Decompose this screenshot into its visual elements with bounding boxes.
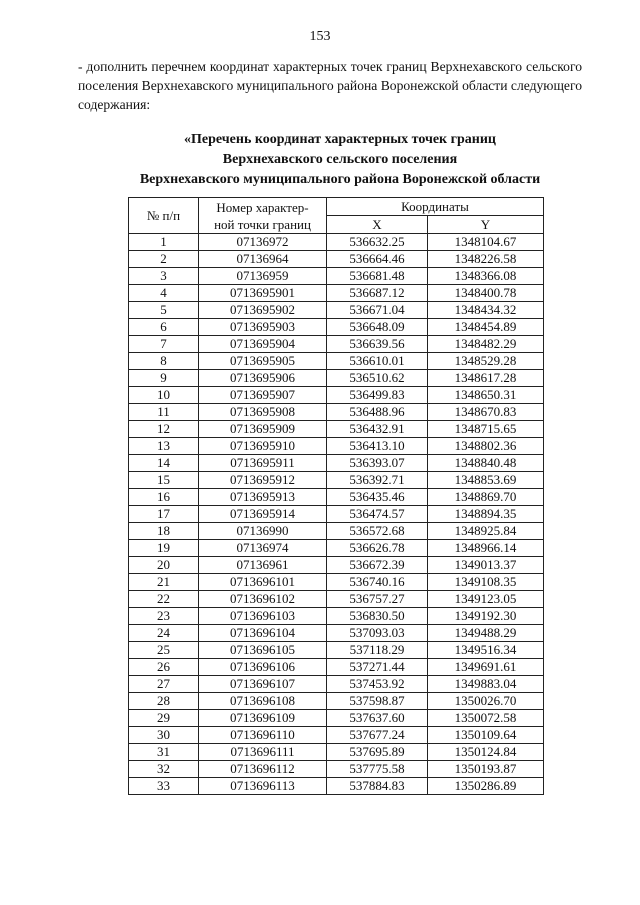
row-number-cell: 11 bbox=[129, 404, 199, 421]
y-coordinate-cell: 1348715.65 bbox=[428, 421, 544, 438]
x-coordinate-cell: 536672.39 bbox=[327, 557, 428, 574]
row-number-cell: 32 bbox=[129, 761, 199, 778]
row-number-cell: 21 bbox=[129, 574, 199, 591]
table-row bbox=[129, 523, 544, 540]
y-coordinate-cell: 1348840.48 bbox=[428, 455, 544, 472]
row-number-cell: 12 bbox=[129, 421, 199, 438]
x-coordinate-cell: 536830.50 bbox=[327, 608, 428, 625]
table-row bbox=[129, 557, 544, 574]
table-row bbox=[129, 319, 544, 336]
x-coordinate-cell: 537775.58 bbox=[327, 761, 428, 778]
table-row bbox=[129, 727, 544, 744]
point-number-cell: 0713696110 bbox=[199, 727, 327, 744]
point-number-cell: 0713695914 bbox=[199, 506, 327, 523]
table-row bbox=[129, 506, 544, 523]
point-number-cell: 0713695908 bbox=[199, 404, 327, 421]
table-row bbox=[129, 642, 544, 659]
y-coordinate-cell: 1348454.89 bbox=[428, 319, 544, 336]
row-number-cell: 28 bbox=[129, 693, 199, 710]
point-number-cell: 0713696104 bbox=[199, 625, 327, 642]
table-row bbox=[129, 421, 544, 438]
table-row bbox=[129, 438, 544, 455]
row-number-cell: 22 bbox=[129, 591, 199, 608]
title-line: «Перечень координат характерных точек границ bbox=[184, 132, 496, 147]
table-row bbox=[129, 659, 544, 676]
x-coordinate-cell: 536393.07 bbox=[327, 455, 428, 472]
row-number-cell: 16 bbox=[129, 489, 199, 506]
y-coordinate-cell: 1348104.67 bbox=[428, 234, 544, 251]
y-coordinate-cell: 1348434.32 bbox=[428, 302, 544, 319]
row-number-cell: 10 bbox=[129, 387, 199, 404]
header-point-line: ной точки границ bbox=[214, 216, 311, 232]
table-row bbox=[129, 336, 544, 353]
title-line: Верхнехавского сельского поселения bbox=[222, 152, 458, 167]
table-row bbox=[129, 625, 544, 642]
row-number-cell: 2 bbox=[129, 251, 199, 268]
table-row bbox=[129, 472, 544, 489]
point-number-cell: 0713695913 bbox=[199, 489, 327, 506]
point-number-cell: 0713696108 bbox=[199, 693, 327, 710]
y-coordinate-cell: 1348400.78 bbox=[428, 285, 544, 302]
y-coordinate-cell: 1350124.84 bbox=[428, 744, 544, 761]
y-coordinate-cell: 1350109.64 bbox=[428, 727, 544, 744]
y-coordinate-cell: 1348966.14 bbox=[428, 540, 544, 557]
document-title bbox=[40, 130, 640, 190]
x-coordinate-cell: 537598.87 bbox=[327, 693, 428, 710]
point-number-cell: 0713696106 bbox=[199, 659, 327, 676]
intro-paragraph: - дополнить перечнем координат характерных точек границ Верхнехавского сельского поселения Верхнехавского муниципального района Воронежской области следующего содержания: bbox=[78, 59, 582, 112]
title-line: Верхнехавского муниципального района Воронежской области bbox=[139, 172, 541, 187]
point-number-cell: 0713695909 bbox=[199, 421, 327, 438]
header-y: Y bbox=[428, 216, 544, 234]
table-row bbox=[129, 455, 544, 472]
row-number-cell: 15 bbox=[129, 472, 199, 489]
row-number-cell: 29 bbox=[129, 710, 199, 727]
y-coordinate-cell: 1349108.35 bbox=[428, 574, 544, 591]
point-number-cell: 0713696111 bbox=[199, 744, 327, 761]
row-number-cell: 25 bbox=[129, 642, 199, 659]
row-number-cell: 30 bbox=[129, 727, 199, 744]
row-number-cell: 8 bbox=[129, 353, 199, 370]
table-row bbox=[129, 608, 544, 625]
y-coordinate-cell: 1348802.36 bbox=[428, 438, 544, 455]
x-coordinate-cell: 536572.68 bbox=[327, 523, 428, 540]
header-x: X bbox=[327, 216, 428, 234]
x-coordinate-cell: 536432.91 bbox=[327, 421, 428, 438]
x-coordinate-cell: 536632.25 bbox=[327, 234, 428, 251]
point-number-cell: 07136972 bbox=[199, 234, 327, 251]
row-number-cell: 1 bbox=[129, 234, 199, 251]
y-coordinate-cell: 1349516.34 bbox=[428, 642, 544, 659]
row-number-cell: 27 bbox=[129, 676, 199, 693]
row-number-cell: 4 bbox=[129, 285, 199, 302]
point-number-cell: 07136959 bbox=[199, 268, 327, 285]
y-coordinate-cell: 1349488.29 bbox=[428, 625, 544, 642]
table-row bbox=[129, 693, 544, 710]
row-number-cell: 6 bbox=[129, 319, 199, 336]
header-coordinates: Координаты bbox=[327, 198, 544, 216]
x-coordinate-cell: 536740.16 bbox=[327, 574, 428, 591]
point-number-cell: 0713696103 bbox=[199, 608, 327, 625]
x-coordinate-cell: 537453.92 bbox=[327, 676, 428, 693]
point-number-cell: 07136974 bbox=[199, 540, 327, 557]
row-number-cell: 23 bbox=[129, 608, 199, 625]
row-number-cell: 26 bbox=[129, 659, 199, 676]
table-row bbox=[129, 744, 544, 761]
point-number-cell: 0713696109 bbox=[199, 710, 327, 727]
table-row bbox=[129, 387, 544, 404]
point-number-cell: 0713695907 bbox=[199, 387, 327, 404]
x-coordinate-cell: 536626.78 bbox=[327, 540, 428, 557]
table-row bbox=[129, 251, 544, 268]
y-coordinate-cell: 1349192.30 bbox=[428, 608, 544, 625]
y-coordinate-cell: 1349691.61 bbox=[428, 659, 544, 676]
table-row bbox=[129, 489, 544, 506]
x-coordinate-cell: 537677.24 bbox=[327, 727, 428, 744]
table-row bbox=[129, 761, 544, 778]
point-number-cell: 0713696113 bbox=[199, 778, 327, 795]
y-coordinate-cell: 1350026.70 bbox=[428, 693, 544, 710]
x-coordinate-cell: 536681.48 bbox=[327, 268, 428, 285]
x-coordinate-cell: 536435.46 bbox=[327, 489, 428, 506]
point-number-cell: 0713695906 bbox=[199, 370, 327, 387]
point-number-cell: 07136961 bbox=[199, 557, 327, 574]
point-number-cell: 0713695901 bbox=[199, 285, 327, 302]
page-number: 153 bbox=[309, 29, 331, 44]
coordinates-table bbox=[128, 197, 544, 795]
y-coordinate-cell: 1348670.83 bbox=[428, 404, 544, 421]
x-coordinate-cell: 537093.03 bbox=[327, 625, 428, 642]
point-number-cell: 0713695904 bbox=[199, 336, 327, 353]
point-number-cell: 0713695905 bbox=[199, 353, 327, 370]
point-number-cell: 07136964 bbox=[199, 251, 327, 268]
row-number-cell: 3 bbox=[129, 268, 199, 285]
x-coordinate-cell: 536510.62 bbox=[327, 370, 428, 387]
point-number-cell: 0713695911 bbox=[199, 455, 327, 472]
point-number-cell: 0713695912 bbox=[199, 472, 327, 489]
point-number-cell: 0713696107 bbox=[199, 676, 327, 693]
table-row bbox=[129, 574, 544, 591]
point-number-cell: 0713696112 bbox=[199, 761, 327, 778]
point-number-cell: 0713696101 bbox=[199, 574, 327, 591]
header-point bbox=[199, 198, 327, 234]
row-number-cell: 13 bbox=[129, 438, 199, 455]
table-row bbox=[129, 676, 544, 693]
point-number-cell: 0713695910 bbox=[199, 438, 327, 455]
table-row bbox=[129, 778, 544, 795]
table-row bbox=[129, 268, 544, 285]
header-num: № п/п bbox=[129, 198, 199, 234]
table-row bbox=[129, 353, 544, 370]
y-coordinate-cell: 1349123.05 bbox=[428, 591, 544, 608]
x-coordinate-cell: 537118.29 bbox=[327, 642, 428, 659]
x-coordinate-cell: 537695.89 bbox=[327, 744, 428, 761]
point-number-cell: 0713696102 bbox=[199, 591, 327, 608]
y-coordinate-cell: 1348529.28 bbox=[428, 353, 544, 370]
row-number-cell: 9 bbox=[129, 370, 199, 387]
x-coordinate-cell: 536474.57 bbox=[327, 506, 428, 523]
x-coordinate-cell: 537884.83 bbox=[327, 778, 428, 795]
point-number-cell: 0713696105 bbox=[199, 642, 327, 659]
row-number-cell: 31 bbox=[129, 744, 199, 761]
y-coordinate-cell: 1348617.28 bbox=[428, 370, 544, 387]
x-coordinate-cell: 536413.10 bbox=[327, 438, 428, 455]
table-row bbox=[129, 285, 544, 302]
row-number-cell: 20 bbox=[129, 557, 199, 574]
x-coordinate-cell: 536639.56 bbox=[327, 336, 428, 353]
table-row bbox=[129, 234, 544, 251]
y-coordinate-cell: 1350072.58 bbox=[428, 710, 544, 727]
y-coordinate-cell: 1348853.69 bbox=[428, 472, 544, 489]
point-number-cell: 0713695903 bbox=[199, 319, 327, 336]
x-coordinate-cell: 536499.83 bbox=[327, 387, 428, 404]
y-coordinate-cell: 1349883.04 bbox=[428, 676, 544, 693]
y-coordinate-cell: 1349013.37 bbox=[428, 557, 544, 574]
table-row bbox=[129, 370, 544, 387]
x-coordinate-cell: 536392.71 bbox=[327, 472, 428, 489]
row-number-cell: 7 bbox=[129, 336, 199, 353]
y-coordinate-cell: 1348366.08 bbox=[428, 268, 544, 285]
row-number-cell: 5 bbox=[129, 302, 199, 319]
y-coordinate-cell: 1350193.87 bbox=[428, 761, 544, 778]
row-number-cell: 33 bbox=[129, 778, 199, 795]
x-coordinate-cell: 536757.27 bbox=[327, 591, 428, 608]
table-body bbox=[129, 234, 544, 795]
header-point-line: Номер характер- bbox=[216, 199, 309, 215]
x-coordinate-cell: 537271.44 bbox=[327, 659, 428, 676]
y-coordinate-cell: 1348650.31 bbox=[428, 387, 544, 404]
row-number-cell: 19 bbox=[129, 540, 199, 557]
table-row bbox=[129, 591, 544, 608]
table-row bbox=[129, 302, 544, 319]
y-coordinate-cell: 1348894.35 bbox=[428, 506, 544, 523]
y-coordinate-cell: 1348226.58 bbox=[428, 251, 544, 268]
x-coordinate-cell: 536687.12 bbox=[327, 285, 428, 302]
x-coordinate-cell: 536664.46 bbox=[327, 251, 428, 268]
table-row bbox=[129, 540, 544, 557]
x-coordinate-cell: 536671.04 bbox=[327, 302, 428, 319]
row-number-cell: 24 bbox=[129, 625, 199, 642]
row-number-cell: 18 bbox=[129, 523, 199, 540]
x-coordinate-cell: 536488.96 bbox=[327, 404, 428, 421]
row-number-cell: 14 bbox=[129, 455, 199, 472]
y-coordinate-cell: 1348869.70 bbox=[428, 489, 544, 506]
x-coordinate-cell: 537637.60 bbox=[327, 710, 428, 727]
y-coordinate-cell: 1350286.89 bbox=[428, 778, 544, 795]
x-coordinate-cell: 536648.09 bbox=[327, 319, 428, 336]
x-coordinate-cell: 536610.01 bbox=[327, 353, 428, 370]
y-coordinate-cell: 1348482.29 bbox=[428, 336, 544, 353]
point-number-cell: 07136990 bbox=[199, 523, 327, 540]
table-row bbox=[129, 404, 544, 421]
row-number-cell: 17 bbox=[129, 506, 199, 523]
y-coordinate-cell: 1348925.84 bbox=[428, 523, 544, 540]
point-number-cell: 0713695902 bbox=[199, 302, 327, 319]
table-row bbox=[129, 710, 544, 727]
